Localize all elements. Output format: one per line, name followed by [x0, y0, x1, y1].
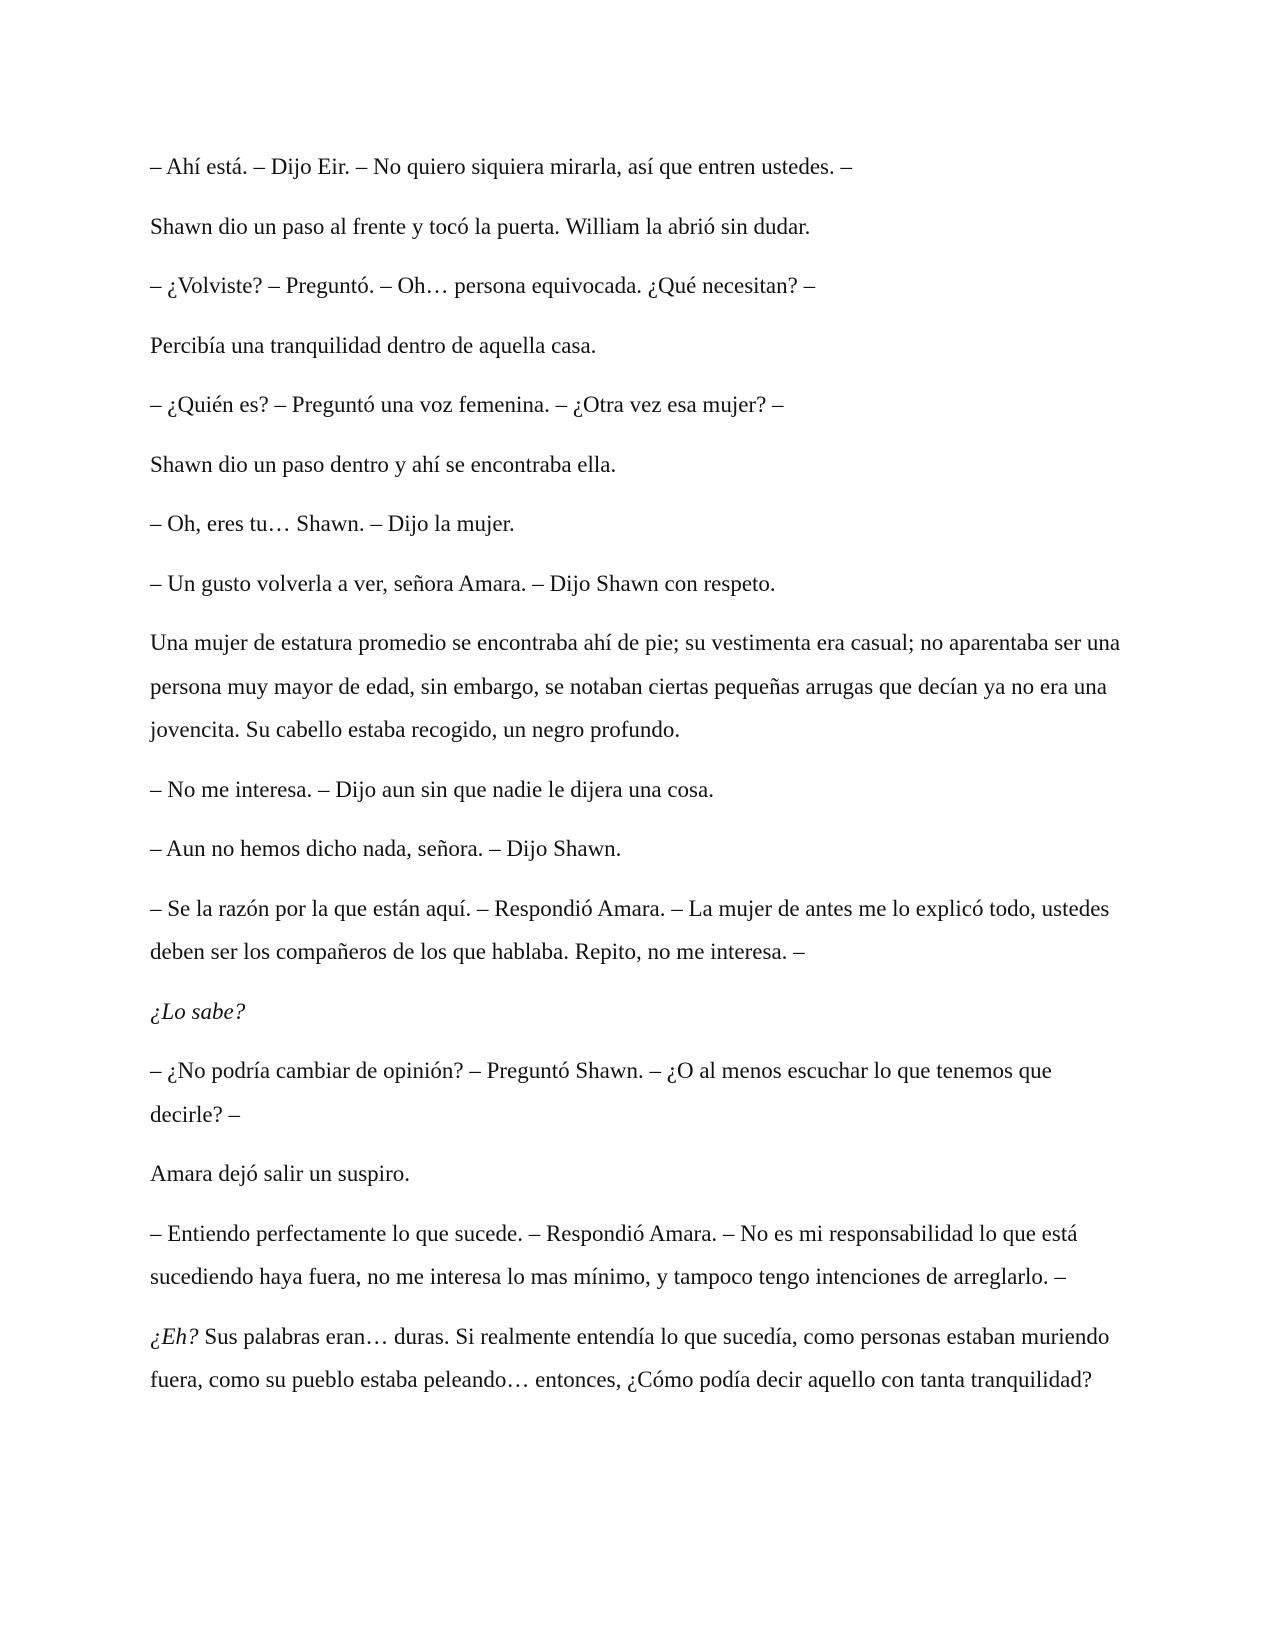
- paragraph-3: – ¿Volviste? – Preguntó. – Oh… persona equivocada. ¿Qué necesitan? –: [150, 273, 816, 298]
- paragraph-8: – Un gusto volverla a ver, señora Amara. – Dijo Shawn con respeto.: [150, 570, 776, 596]
- paragraph-4: Percibía una tranquilidad dentro de aquella casa.: [150, 332, 597, 358]
- paragraph-15: Amara dejó salir un suspiro.: [150, 1161, 410, 1186]
- paragraph-10: – No me interesa. – Dijo aun sin que nadie le dijera una cosa.: [150, 776, 714, 802]
- document-body: [150, 145, 1130, 1418]
- paragraph-2: Shawn dio un paso al frente y tocó la puerta. William la abrió sin dudar.: [150, 213, 811, 239]
- paragraph-7: – Oh, eres tu… Shawn. – Dijo la mujer.: [150, 511, 515, 536]
- paragraph-9: Una mujer de estatura promedio se encontraba ahí de pie; su vestimenta era casual; no aparentaba ser una persona muy mayor de edad, sin embargo, se notaban ciertas pequeñas arrugas que decían ya no era una jovencita. Su cabello estaba recogido, un negro profundo.: [150, 630, 1121, 742]
- paragraph-12: – Se la razón por la que están aquí. – Respondió Amara. – La mujer de antes me lo explicó todo, ustedes deben ser los compañeros de los que hablaba. Repito, no me interesa. –: [150, 895, 1110, 964]
- paragraph-14: – ¿No podría cambiar de opinión? – Preguntó Shawn. – ¿O al menos escuchar lo que tenemos que decirle? –: [150, 1058, 1052, 1127]
- italic-thought: ¿Lo sabe?: [150, 998, 246, 1024]
- paragraph-5: – ¿Quién es? – Preguntó una voz femenina. – ¿Otra vez esa mujer? –: [150, 392, 784, 417]
- paragraph-16: – Entiendo perfectamente lo que sucede. – Respondió Amara. – No es mi responsabilidad lo que está sucediendo haya fuera, no me interesa lo mas mínimo, y tampoco tengo intenciones de arreglarlo. –: [150, 1220, 1078, 1289]
- paragraph-6: Shawn dio un paso dentro y ahí se encontraba ella.: [150, 451, 617, 477]
- paragraph-13: [150, 990, 1130, 1034]
- paragraph-17: ¿Eh? Sus palabras eran… duras. Si realmente entendía lo que sucedía, como personas estaban muriendo fuera, como su pueblo estaba peleando… entonces, ¿Cómo podía decir aquello con tanta tranquilidad?: [150, 1323, 1110, 1392]
- paragraph-11: – Aun no hemos dicho nada, señora. – Dijo Shawn.: [150, 836, 622, 861]
- paragraph-1: – Ahí está. – Dijo Eir. – No quiero siquiera mirarla, así que entren ustedes. –: [150, 154, 852, 179]
- italic-thought: ¿Eh?: [150, 1323, 199, 1349]
